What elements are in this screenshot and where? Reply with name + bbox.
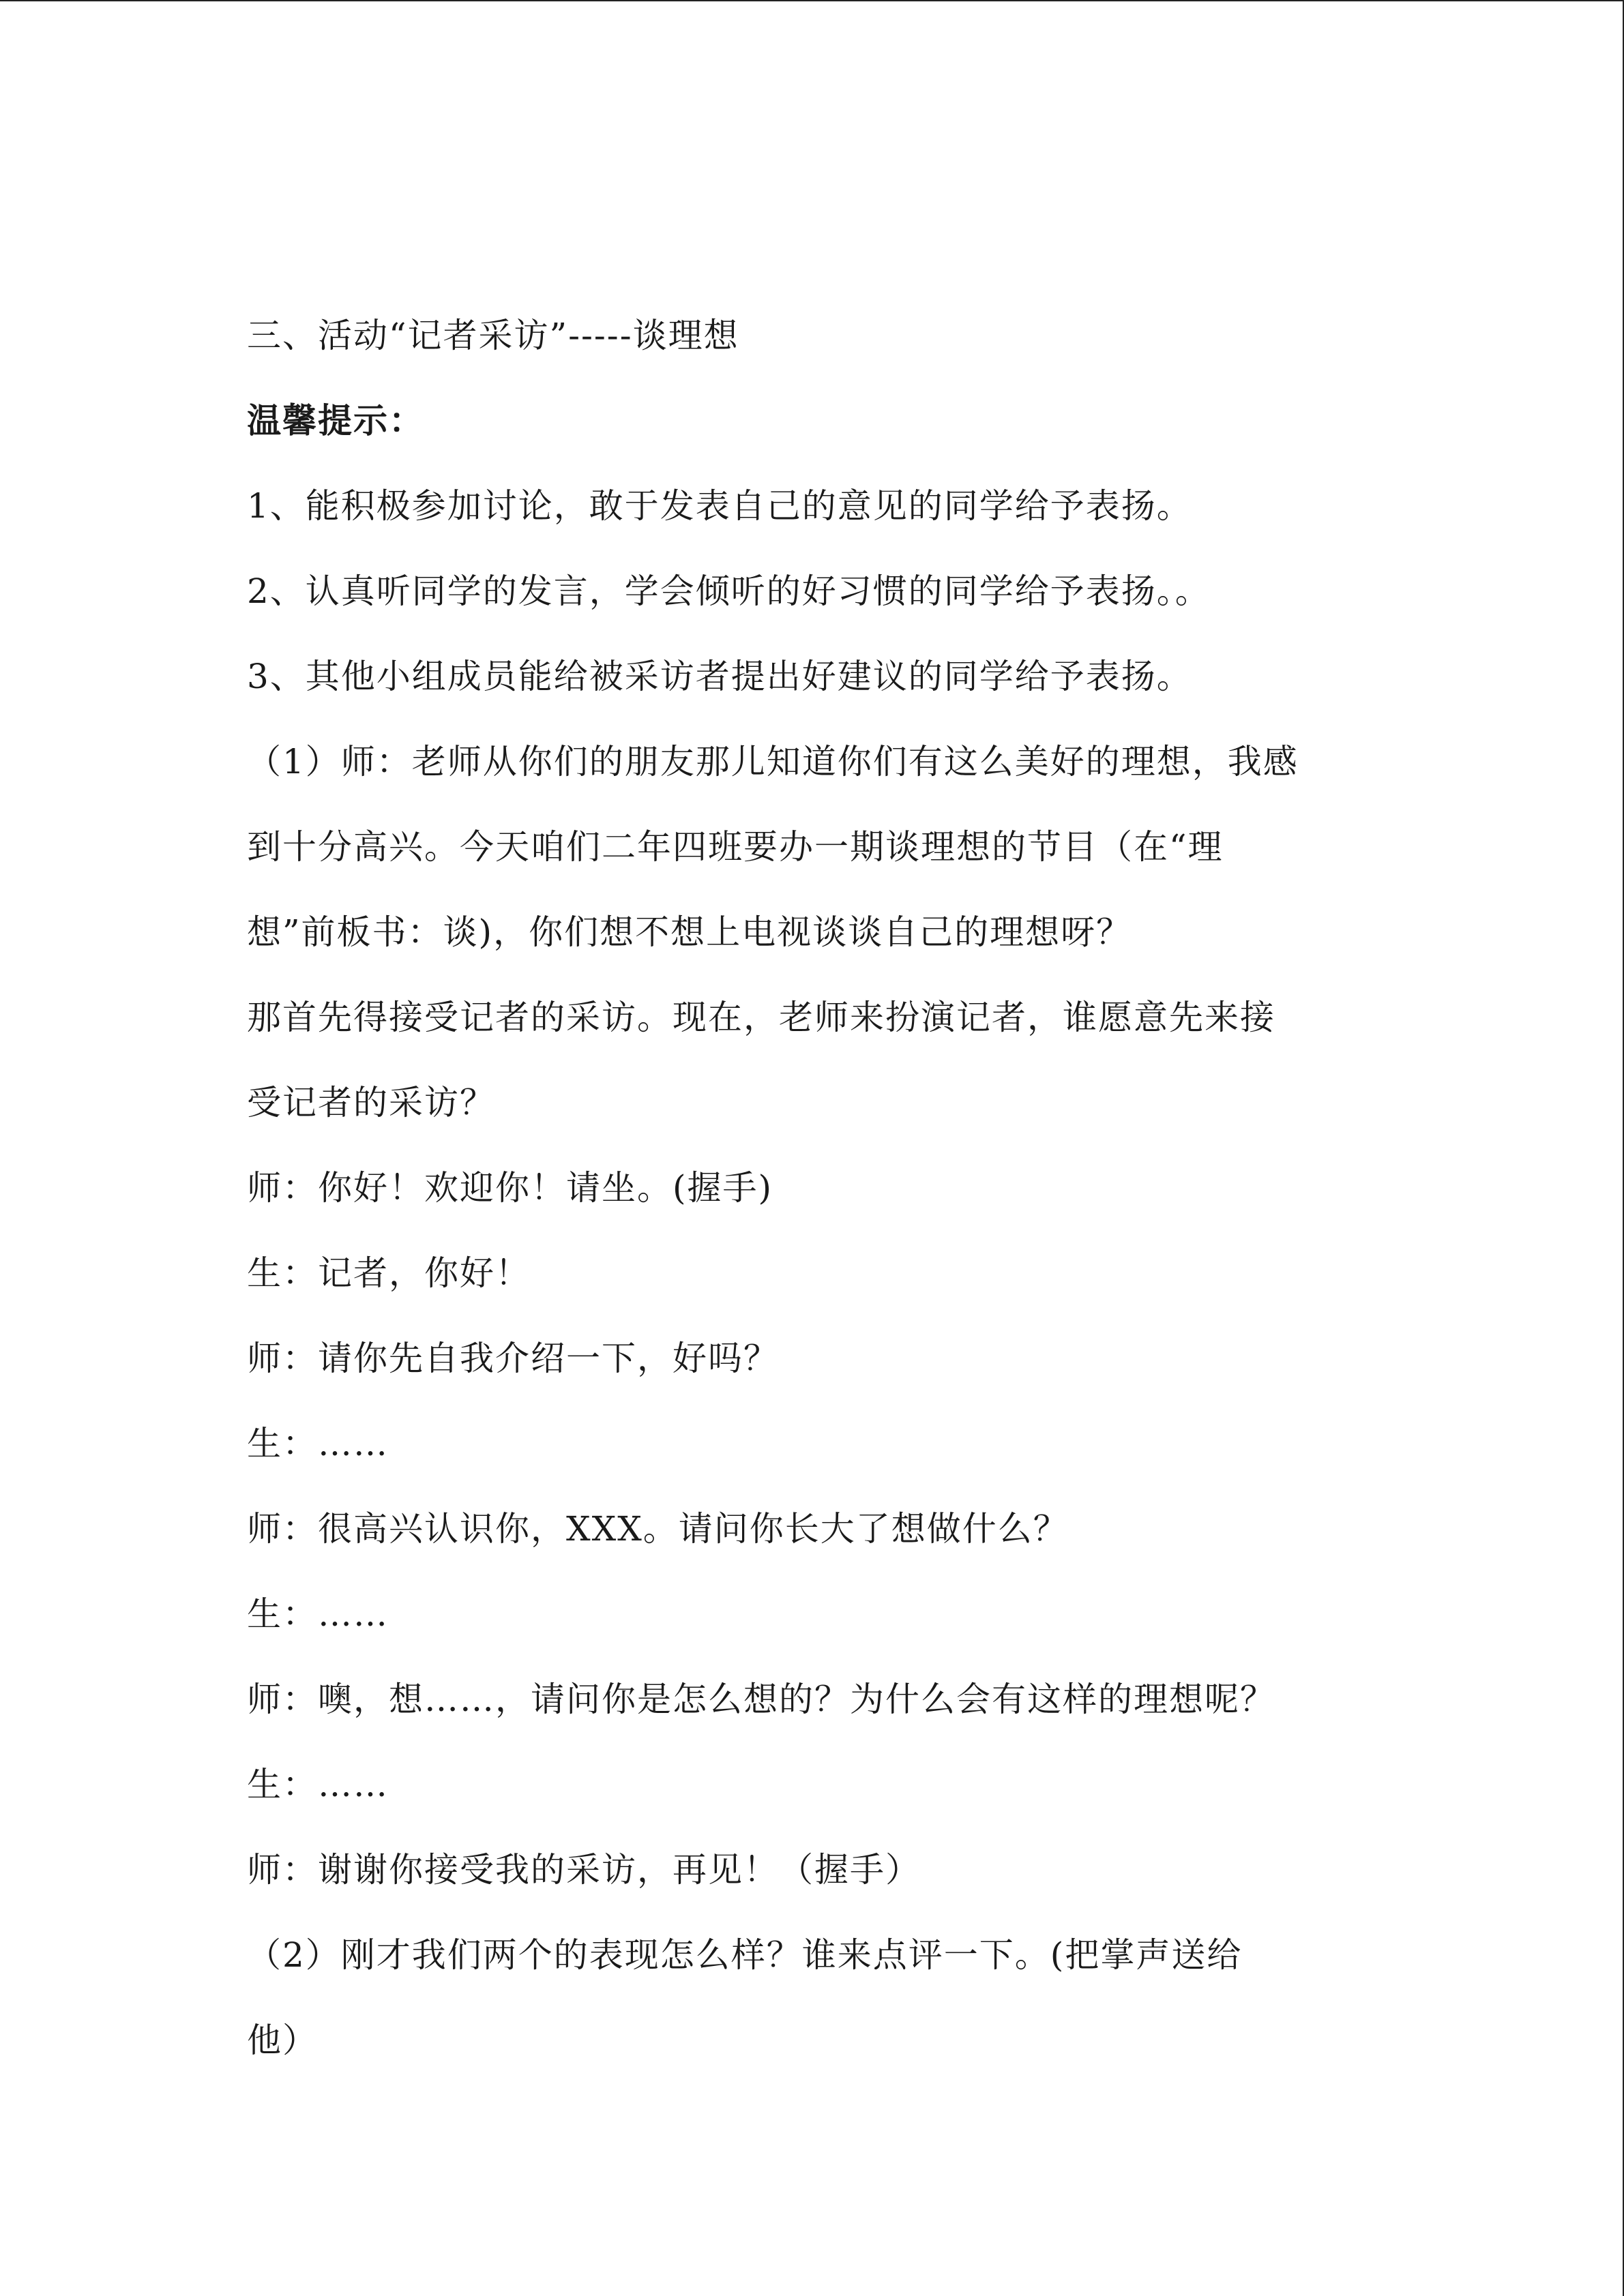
dialogue-line: 师：请你先自我介绍一下，好吗？: [247, 1339, 779, 1378]
paragraph-line: （1）师：老师从你们的朋友那儿知道你们有这么美好的理想，我感: [247, 742, 1299, 781]
dialogue-line: 生：……: [247, 1424, 389, 1463]
paragraph-line: （2）刚才我们两个的表现怎么样？谁来点评一下。(把掌声送给: [247, 1935, 1243, 1975]
dialogue-line: 生：……: [247, 1594, 389, 1634]
page-border-top: [0, 0, 1624, 1]
tip-item-1: 1、能积极参加讨论，敢于发表自己的意见的同学给予表扬。: [247, 486, 1192, 526]
document-body: [247, 293, 1393, 2083]
dialogue-line: 生：记者，你好！: [247, 1253, 531, 1293]
dialogue-line: 师：谢谢你接受我的采访，再见！（握手）: [247, 1850, 921, 1890]
paragraph-line: 那首先得接受记者的采访。现在，老师来扮演记者，谁愿意先来接: [247, 998, 1275, 1037]
section-heading: 三、活动“记者采访”-----谈理想: [247, 316, 739, 355]
paragraph-line: 想”前板书：谈)，你们想不想上电视谈谈自己的理想呀？: [247, 912, 1132, 952]
dialogue-line: 师：你好！欢迎你！请坐。(握手): [247, 1168, 773, 1208]
dialogue-line: 师：很高兴认识你，XXX。请问你长大了想做什么？: [247, 1509, 1069, 1549]
dialogue-line: 师：噢，想……，请问你是怎么想的？为什么会有这样的理想呢？: [247, 1680, 1275, 1719]
dialogue-line: 生：……: [247, 1765, 389, 1804]
paragraph-line: 他）: [247, 2021, 318, 2060]
paragraph-line: 受记者的采访？: [247, 1083, 495, 1122]
tips-heading: 温馨提示：: [247, 401, 424, 441]
tip-item-2: 2、认真听同学的发言，学会倾听的好习惯的同学给予表扬。。: [247, 571, 1211, 611]
tip-item-3: 3、其他小组成员能给被采访者提出好建议的同学给予表扬。: [247, 657, 1192, 696]
paragraph-line: 到十分高兴。今天咱们二年四班要办一期谈理想的节目（在“理: [247, 827, 1224, 867]
